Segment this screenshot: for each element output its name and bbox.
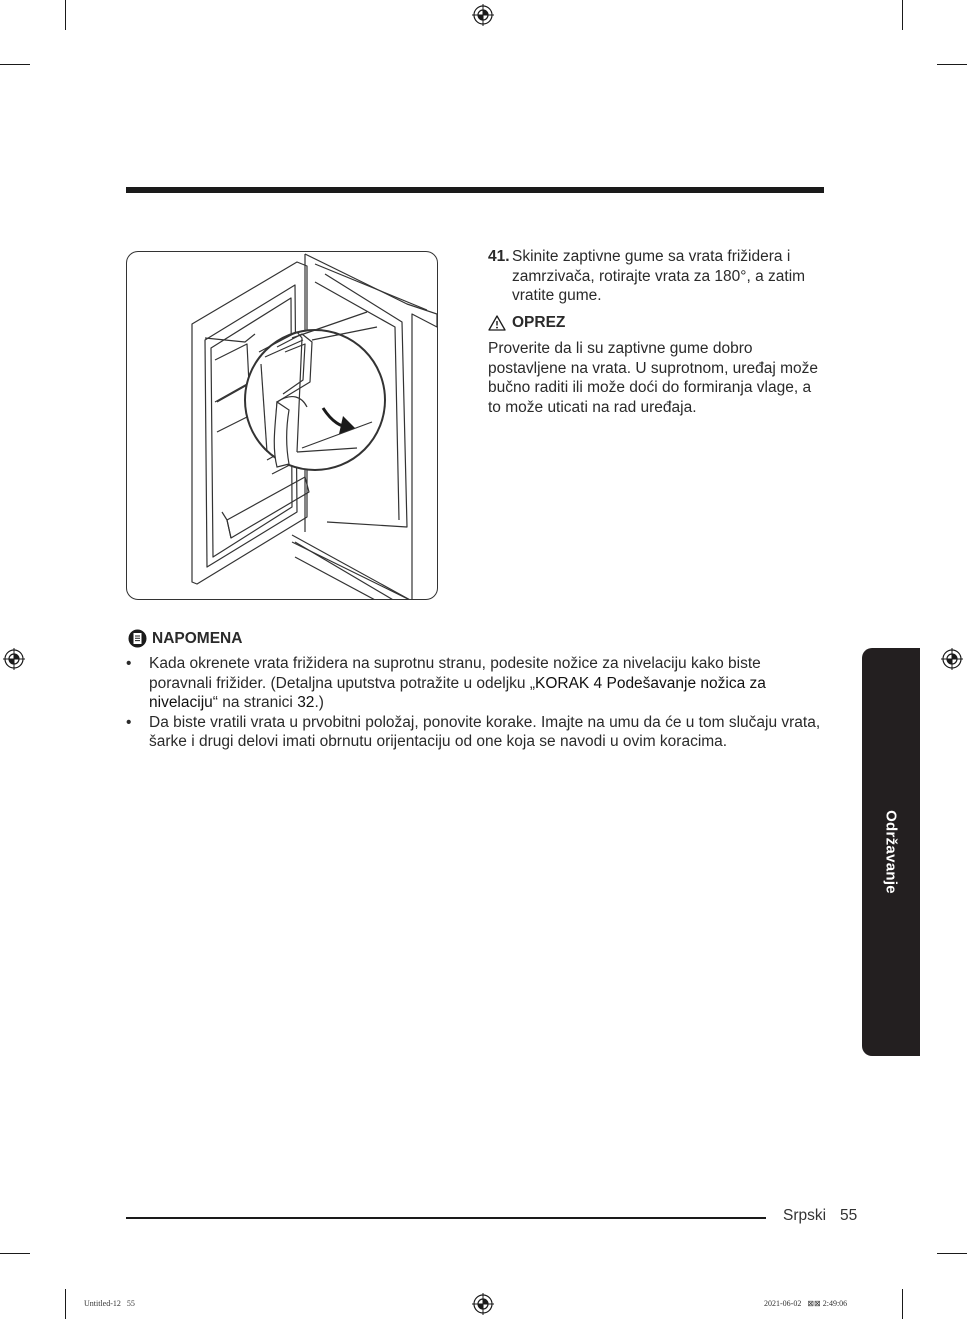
note-title: NAPOMENA <box>152 629 243 647</box>
section-rule <box>126 187 824 193</box>
crop-mark <box>0 1253 30 1254</box>
list-item <box>126 654 826 713</box>
fridge-illustration <box>127 252 438 600</box>
note-item-text: Da biste vratili vrata u prvobitni položaj, ponovite korake. Imajte na umu da će u tom slučaju vrata, šarke i drugi delovi imati obrnutu orijentaciju od one koja se navodi u ovim koracima. <box>149 713 821 750</box>
note-item-text: “ na stranici <box>212 694 298 711</box>
chapter-label: Održavanje <box>882 810 900 894</box>
crop-mark <box>65 1289 66 1319</box>
registration-mark-icon <box>3 648 25 670</box>
note-list <box>126 654 826 752</box>
crop-mark <box>902 1289 903 1319</box>
registration-mark-icon <box>472 1293 494 1315</box>
crop-mark <box>0 64 30 65</box>
caution-heading <box>488 314 565 332</box>
print-slug-right: 2021-06-02 ⊠⊠ 2:49:06 <box>764 1299 848 1308</box>
crop-mark <box>65 0 66 30</box>
list-item <box>126 713 826 752</box>
page-number: 55 <box>840 1207 858 1224</box>
bullet: • <box>126 713 132 731</box>
chapter-side-tab <box>862 648 920 1056</box>
page-reference-link[interactable]: 32 <box>297 694 315 711</box>
crop-mark <box>902 0 903 30</box>
bullet: • <box>126 655 132 672</box>
crop-mark <box>937 1253 967 1254</box>
note-icon <box>128 629 147 648</box>
note-heading <box>128 629 242 648</box>
caution-title: OPREZ <box>512 314 566 331</box>
footer-language: Srpski <box>783 1207 827 1224</box>
note-item-text: .) <box>314 694 324 711</box>
fridge-door-gasket-illustration <box>126 251 438 600</box>
registration-mark-icon <box>941 648 963 670</box>
warning-triangle-icon <box>488 315 506 331</box>
footer-rule <box>126 1217 766 1219</box>
step-text: Skinite zaptivne gume sa vrata frižidera i zamrzivača, rotirajte vrata za 180°, a zatim vratite gume. <box>512 248 806 304</box>
crop-mark <box>937 64 967 65</box>
section-reference-link[interactable]: KORAK 4 Podešavanje nožica za nivelaciju <box>149 674 766 711</box>
step-number: 41. <box>488 248 510 265</box>
print-slug-left: Untitled-12 55 <box>84 1299 135 1308</box>
step-41 <box>488 247 824 306</box>
registration-mark-icon <box>472 4 494 26</box>
caution-text: Proverite da li su zaptivne gume dobro postavljene na vrata. U suprotnom, uređaj može bučno raditi ili može doći do formiranja vlage, a to može uticati na rad uređaja. <box>488 340 818 416</box>
note-item-text: Kada okrenete vrata frižidera na suprotnu stranu, podesite nožice za nivelaciju kako biste poravnali frižider. (Detaljna uputstva potražite u odeljku „ <box>149 655 761 692</box>
